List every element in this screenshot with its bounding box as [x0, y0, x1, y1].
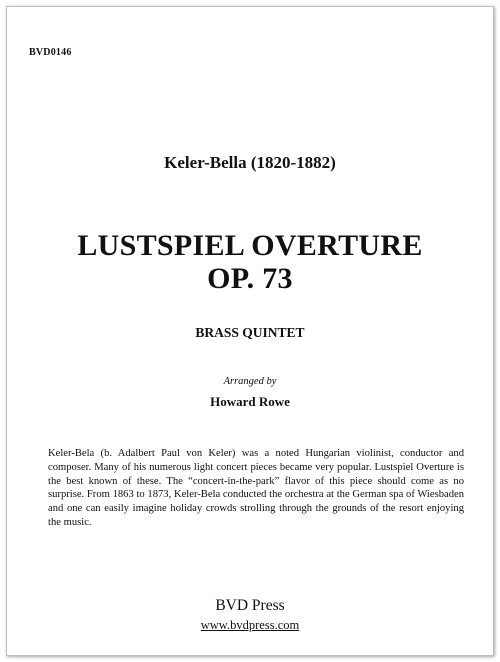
arranged-by-label: Arranged by — [223, 376, 277, 387]
catalog-number: BVD0146 — [29, 47, 72, 58]
arranger-name: Howard Rowe — [210, 394, 290, 409]
publisher-name: BVD Press — [215, 597, 285, 614]
instrumentation: BRASS QUINTET — [195, 325, 305, 340]
score-cover-page — [6, 6, 494, 656]
description-paragraph: Keler-Bela (b. Adalbert Paul von Keler) was a noted Hungarian violinist, conductor and composer. Many of his numerous light concert pieces became very popular. Lustspiel Overture is the best known of these. The “concert-in-the-park” flavor of this piece should come as no surprise. From 1863 to 1873, Keler-Bela conducted the orchestra at the German spa of Wiesbaden and one can easily imagine holiday crowds strolling through the grounds of the resort enjoying the music. — [48, 448, 464, 528]
publisher-website-link[interactable]: www.bvdpress.com — [200, 618, 300, 632]
title-line-1: LUSTSPIEL OVERTURE — [77, 229, 423, 262]
title-line-2: OP. 73 — [207, 262, 293, 295]
composer-name: Keler-Bella (1820-1882) — [164, 153, 336, 172]
